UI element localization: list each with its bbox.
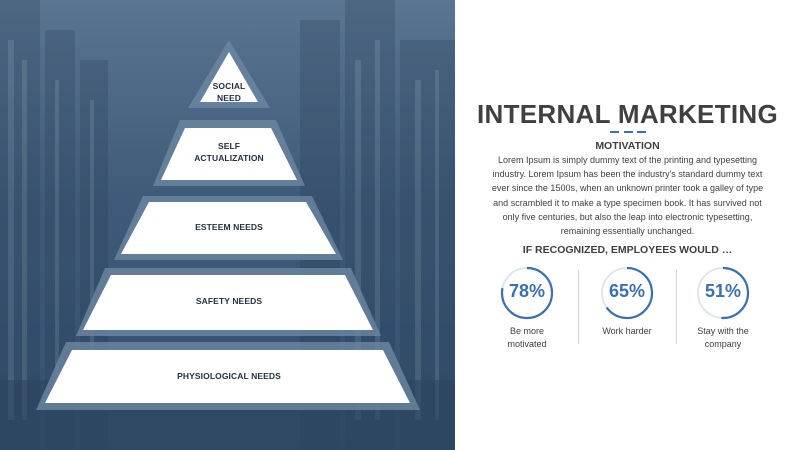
stat-value: 78% <box>508 281 546 301</box>
tier-label-social-need: SOCIAL NEED <box>212 81 246 103</box>
stats-heading: IF RECOGNIZED, EMPLOYEES WOULD … <box>522 244 733 256</box>
tier-label-physiological-needs: PHYSIOLOGICAL NEEDS <box>177 371 281 381</box>
tier-label-esteem-needs: ESTEEM NEEDS <box>195 222 263 232</box>
stat-value: 51% <box>704 281 742 301</box>
page-title: INTERNAL MARKETING <box>476 99 779 129</box>
stat-work-harder <box>577 266 677 338</box>
stat-value: 65% <box>608 281 646 301</box>
stat-label: Be more motivated <box>507 326 547 349</box>
stat-label: Stay with the company <box>697 326 749 349</box>
tier-label-self-actualization: SELF ACTUALIZATION <box>194 141 264 163</box>
stat-motivated <box>477 266 577 351</box>
stat-label: Work harder <box>602 326 652 336</box>
content-panel <box>455 0 800 450</box>
body-paragraph: Lorem Ipsum is simply dummy text of the printing and typesetting industry. Lorem Ipsum has been the industry's standard dummy text ever since the 1500s, when an unknown printer took a galley of type and scrambled it to make a type specimen book. It has survived not only five centuries, but also the leap into electronic typesetting, remaining essentially unchanged. <box>491 155 764 237</box>
title-divider <box>610 131 646 134</box>
stat-stay-with-company <box>673 266 773 351</box>
section-subtitle: MOTIVATION <box>595 140 660 152</box>
tier-label-safety-needs: SAFETY NEEDS <box>195 296 263 306</box>
